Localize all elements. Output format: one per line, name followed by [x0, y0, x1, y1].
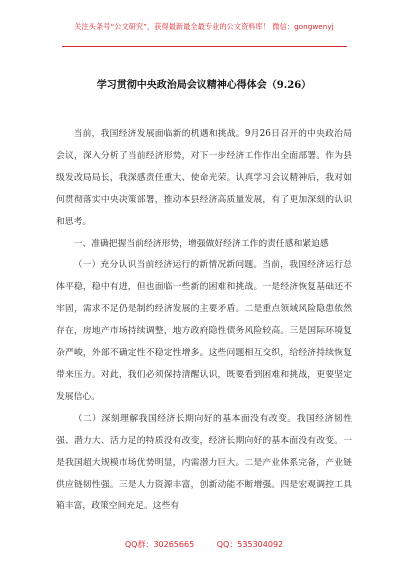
section-heading-1: 一、准确把握当前经济形势，增强做好经济工作的责任感和紧迫感 [73, 238, 329, 249]
header-banner: 关注头条号“公文研究”，获得最新最全最专业的公文资料库！ 微信：gongwenyj [74, 22, 334, 31]
footer-qq: QQ：535304092 [216, 540, 284, 549]
document-title: 学习贯彻中央政治局会议精神心得体会（9.26） [96, 80, 312, 91]
paragraph-1-1: （一）充分认识当前经济运行的新情况新问题。当前，我国经济运行总体平稳，稳中有进，但也面临一些新的困难和挑战。一是经济恢复基础还不牢固，需求不足仍是制约经济发展的主要矛盾。二是重点领域风险隐患依然存在，房地产市场持续调整，地方政府隐性债务风险较高。三是国际环境复杂严峻，外部不确定性不稳定性增多。这些问题相互交织，给经济持续恢复带来压力。对此，我们必须保持清醒认识，既要看到困难和挑战，更要坚定发展信心。 [56, 260, 352, 402]
header-divider [62, 46, 347, 47]
footer-contact [0, 539, 408, 550]
footer-qq-group: QQ群：30265665 [124, 540, 195, 549]
paragraph-1-2: （二）深刻理解我国经济长期向好的基本面没有改变。我国经济韧性强、潜力大、活力足的特质没有改变，经济长期向好的基本面没有改变。一是我国超大规模市场优势明显，内需潜力巨大。二是产业体系完备，产业链供应链韧性强。三是人力资源丰富，创新动能不断增强。四是宏观调控工具箱丰富，政策空间充足。这些有 [56, 413, 352, 512]
document-body [56, 124, 352, 518]
paragraph-intro: 当前，我国经济发展面临新的机遇和挑战。9月26日召开的中央政治局会议，深入分析了当前经济形势，对下一步经济工作作出全面部署。作为县级发改局局长，我深感责任重大、使命光荣。认真学习会议精神后，我对如何贯彻落实中央决策部署，推动本县经济高质量发展，有了更加深刻的认识和思考。 [56, 129, 352, 227]
